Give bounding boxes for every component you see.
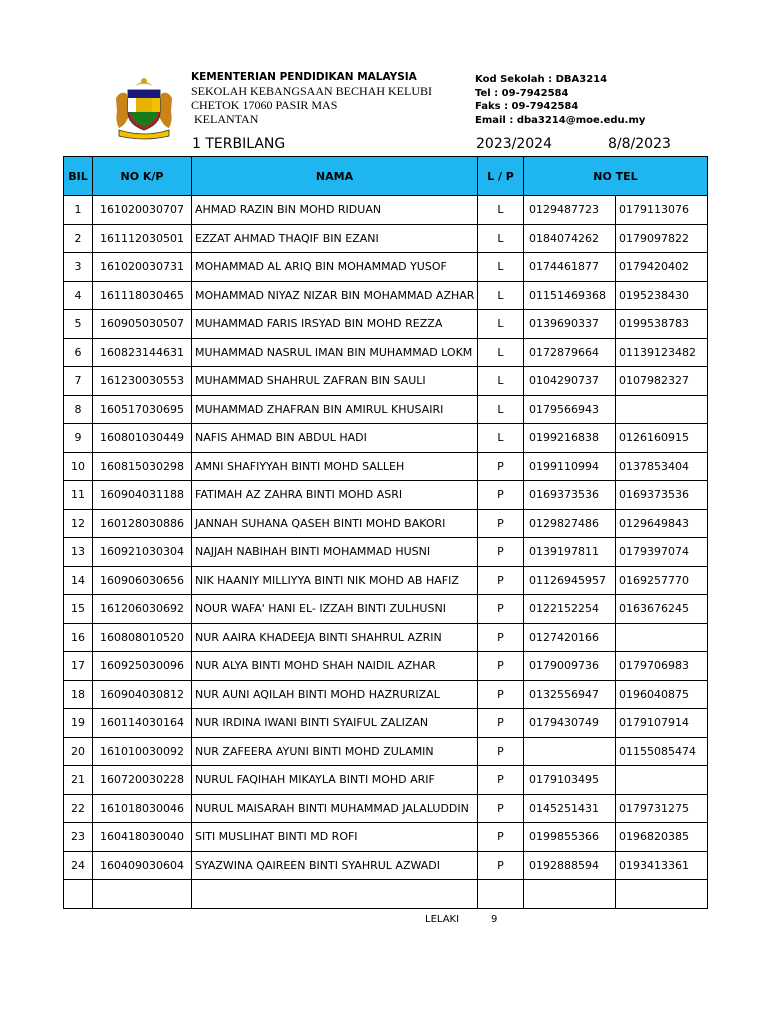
header-gender: L / P xyxy=(478,157,524,196)
table-row xyxy=(64,680,708,709)
phone-1-cell xyxy=(524,880,616,909)
phone-1-cell: 0172879664 xyxy=(524,338,616,367)
gender-cell: L xyxy=(478,310,524,339)
phone-1-cell: 0127420166 xyxy=(524,623,616,652)
phone-2-cell: 0179113076 xyxy=(616,196,708,225)
phone-1-cell: 0184074262 xyxy=(524,224,616,253)
ic-number-cell: 161206030692 xyxy=(93,595,192,624)
male-count-label: LELAKI xyxy=(425,914,460,925)
gender-cell: P xyxy=(478,595,524,624)
ic-number-cell: 160904030812 xyxy=(93,680,192,709)
header-phone: NO TEL xyxy=(524,157,708,196)
phone-2-cell: 0126160915 xyxy=(616,424,708,453)
student-name-cell: MOHAMMAD AL ARIQ BIN MOHAMMAD YUSOF xyxy=(192,253,478,282)
phone-2-cell: 01155085474 xyxy=(616,737,708,766)
row-number-cell: 20 xyxy=(64,737,93,766)
phone-1-cell: 0139197811 xyxy=(524,538,616,567)
phone-1-cell: 0104290737 xyxy=(524,367,616,396)
student-name-cell: EZZAT AHMAD THAQIF BIN EZANI xyxy=(192,224,478,253)
list-date: 8/8/2023 xyxy=(608,136,671,152)
table-row xyxy=(64,509,708,538)
ic-number-cell: 161112030501 xyxy=(93,224,192,253)
gender-cell: P xyxy=(478,452,524,481)
gender-cell: L xyxy=(478,338,524,367)
ic-number-cell: 161230030553 xyxy=(93,367,192,396)
gender-cell: L xyxy=(478,196,524,225)
table-row xyxy=(64,538,708,567)
phone-1-cell: 01126945957 xyxy=(524,566,616,595)
phone-2-cell: 0196820385 xyxy=(616,823,708,852)
male-count-value: 9 xyxy=(491,914,498,925)
row-number-cell: 11 xyxy=(64,481,93,510)
phone-2-cell: 0169257770 xyxy=(616,566,708,595)
row-number-cell: 24 xyxy=(64,851,93,880)
table-row xyxy=(64,766,708,795)
phone-1-cell: 0199110994 xyxy=(524,452,616,481)
ic-number-cell: 160921030304 xyxy=(93,538,192,567)
table-row xyxy=(64,652,708,681)
phone-2-cell: 0163676245 xyxy=(616,595,708,624)
gender-cell: L xyxy=(478,253,524,282)
row-number-cell: 3 xyxy=(64,253,93,282)
phone-1-cell: 0199216838 xyxy=(524,424,616,453)
row-number-cell: 4 xyxy=(64,281,93,310)
gender-cell: L xyxy=(478,424,524,453)
phone-2-cell: 0179731275 xyxy=(616,794,708,823)
student-name-cell: NAFIS AHMAD BIN ABDUL HADI xyxy=(192,424,478,453)
row-number-cell: 22 xyxy=(64,794,93,823)
ic-number-cell: 161010030092 xyxy=(93,737,192,766)
table-row xyxy=(64,737,708,766)
ic-number-cell: 160823144631 xyxy=(93,338,192,367)
row-number-cell: 5 xyxy=(64,310,93,339)
student-name-cell: NURUL FAQIHAH MIKAYLA BINTI MOHD ARIF xyxy=(192,766,478,795)
ic-number-cell: 161020030731 xyxy=(93,253,192,282)
table-row xyxy=(64,424,708,453)
student-name-cell: NOUR WAFA' HANI EL- IZZAH BINTI ZULHUSNI xyxy=(192,595,478,624)
gender-cell: L xyxy=(478,224,524,253)
gender-cell: P xyxy=(478,538,524,567)
student-name-cell: FATIMAH AZ ZAHRA BINTI MOHD ASRI xyxy=(192,481,478,510)
ic-number-cell: 160720030228 xyxy=(93,766,192,795)
phone-2-cell: 0179706983 xyxy=(616,652,708,681)
table-row xyxy=(64,566,708,595)
table-body xyxy=(64,196,708,909)
row-number-cell: 13 xyxy=(64,538,93,567)
gender-cell: L xyxy=(478,395,524,424)
phone-2-cell: 0199538783 xyxy=(616,310,708,339)
table-row xyxy=(64,794,708,823)
phone-1-cell: 0179566943 xyxy=(524,395,616,424)
row-number-cell: 1 xyxy=(64,196,93,225)
header-bil: BIL xyxy=(64,157,93,196)
class-name: 1 TERBILANG xyxy=(192,136,286,152)
gender-cell: P xyxy=(478,623,524,652)
phone-1-cell: 0179009736 xyxy=(524,652,616,681)
gender-cell: L xyxy=(478,281,524,310)
gender-cell: P xyxy=(478,652,524,681)
student-name-cell: MUHAMMAD ZHAFRAN BIN AMIRUL KHUSAIRI xyxy=(192,395,478,424)
ministry-name: KEMENTERIAN PENDIDIKAN MALAYSIA xyxy=(191,71,417,83)
phone-2-cell: 0179420402 xyxy=(616,253,708,282)
table-row xyxy=(64,367,708,396)
row-number-cell: 16 xyxy=(64,623,93,652)
ic-number-cell: 160517030695 xyxy=(93,395,192,424)
student-name-cell: NUR IRDINA IWANI BINTI SYAIFUL ZALIZAN xyxy=(192,709,478,738)
student-name-cell: AMNI SHAFIYYAH BINTI MOHD SALLEH xyxy=(192,452,478,481)
phone-2-cell xyxy=(616,623,708,652)
row-number-cell: 17 xyxy=(64,652,93,681)
table-row xyxy=(64,196,708,225)
row-number-cell: 9 xyxy=(64,424,93,453)
phone-1-cell: 01151469368 xyxy=(524,281,616,310)
phone-2-cell: 0179397074 xyxy=(616,538,708,567)
gender-cell: P xyxy=(478,709,524,738)
table-row xyxy=(64,481,708,510)
student-name-cell: NURUL MAISARAH BINTI MUHAMMAD JALALUDDIN xyxy=(192,794,478,823)
gender-cell: L xyxy=(478,367,524,396)
phone-2-cell: 0193413361 xyxy=(616,851,708,880)
table-row xyxy=(64,281,708,310)
row-number-cell: 6 xyxy=(64,338,93,367)
ic-number-cell: 160409030604 xyxy=(93,851,192,880)
gender-cell: P xyxy=(478,794,524,823)
student-name-cell: NAJJAH NABIHAH BINTI MOHAMMAD HUSNI xyxy=(192,538,478,567)
phone-2-cell: 0196040875 xyxy=(616,680,708,709)
phone-2-cell: 0195238430 xyxy=(616,281,708,310)
phone-2-cell xyxy=(616,880,708,909)
ic-number-cell: 160801030449 xyxy=(93,424,192,453)
ic-number-cell: 161118030465 xyxy=(93,281,192,310)
table-row xyxy=(64,395,708,424)
ic-number-cell: 160808010520 xyxy=(93,623,192,652)
table-row xyxy=(64,880,708,909)
school-identity xyxy=(191,70,471,126)
table-row xyxy=(64,709,708,738)
student-name-cell: NIK HAANIY MILLIYYA BINTI NIK MOHD AB HAFIZ xyxy=(192,566,478,595)
ic-number-cell xyxy=(93,880,192,909)
row-number-cell: 2 xyxy=(64,224,93,253)
gender-cell: P xyxy=(478,823,524,852)
school-name: SEKOLAH KEBANGSAAN BECHAH KELUBI xyxy=(191,84,432,98)
phone-2-cell xyxy=(616,766,708,795)
student-name-cell: JANNAH SUHANA QASEH BINTI MOHD BAKORI xyxy=(192,509,478,538)
row-number-cell: 21 xyxy=(64,766,93,795)
ic-number-cell: 161020030707 xyxy=(93,196,192,225)
school-fax: Faks : 09-7942584 xyxy=(475,101,579,112)
gender-cell: P xyxy=(478,566,524,595)
student-name-cell: AHMAD RAZIN BIN MOHD RIDUAN xyxy=(192,196,478,225)
phone-1-cell: 0179430749 xyxy=(524,709,616,738)
row-number-cell: 15 xyxy=(64,595,93,624)
phone-1-cell: 0132556947 xyxy=(524,680,616,709)
gender-cell: P xyxy=(478,766,524,795)
phone-2-cell: 0107982327 xyxy=(616,367,708,396)
student-name-cell: MUHAMMAD SHAHRUL ZAFRAN BIN SAULI xyxy=(192,367,478,396)
student-name-cell: NUR AUNI AQILAH BINTI MOHD HAZRURIZAL xyxy=(192,680,478,709)
table-row xyxy=(64,595,708,624)
ic-number-cell: 160925030096 xyxy=(93,652,192,681)
phone-1-cell: 0129487723 xyxy=(524,196,616,225)
student-table xyxy=(63,156,708,909)
row-number-cell: 8 xyxy=(64,395,93,424)
ic-number-cell: 160906030656 xyxy=(93,566,192,595)
student-name-cell: MUHAMMAD NASRUL IMAN BIN MUHAMMAD LOKM xyxy=(192,338,478,367)
row-number-cell: 18 xyxy=(64,680,93,709)
phone-1-cell: 0192888594 xyxy=(524,851,616,880)
gender-cell: P xyxy=(478,737,524,766)
phone-1-cell: 0145251431 xyxy=(524,794,616,823)
gender-cell: P xyxy=(478,851,524,880)
row-number-cell: 14 xyxy=(64,566,93,595)
gender-cell: P xyxy=(478,509,524,538)
table-row xyxy=(64,253,708,282)
ic-number-cell: 160128030886 xyxy=(93,509,192,538)
table-header-row xyxy=(64,157,708,196)
phone-1-cell xyxy=(524,737,616,766)
ic-number-cell: 160418030040 xyxy=(93,823,192,852)
school-tel: Tel : 09-7942584 xyxy=(475,87,569,99)
student-name-cell: NUR ALYA BINTI MOHD SHAH NAIDIL AZHAR xyxy=(192,652,478,681)
header-ic: NO K/P xyxy=(93,157,192,196)
ic-number-cell: 160905030507 xyxy=(93,310,192,339)
row-number-cell: 7 xyxy=(64,367,93,396)
malaysia-coat-of-arms-icon xyxy=(113,76,175,140)
school-address: CHETOK 17060 PASIR MAS xyxy=(191,98,338,112)
ic-number-cell: 161018030046 xyxy=(93,794,192,823)
student-name-cell: MUHAMMAD FARIS IRSYAD BIN MOHD REZZA xyxy=(192,310,478,339)
student-name-cell: NUR ZAFEERA AYUNI BINTI MOHD ZULAMIN xyxy=(192,737,478,766)
school-contact xyxy=(475,73,735,127)
table-row xyxy=(64,310,708,339)
table-row xyxy=(64,623,708,652)
ic-number-cell: 160815030298 xyxy=(93,452,192,481)
session-year: 2023/2024 xyxy=(476,136,552,152)
gender-cell xyxy=(478,880,524,909)
student-name-cell: SYAZWINA QAIREEN BINTI SYAHRUL AZWADI xyxy=(192,851,478,880)
gender-cell: P xyxy=(478,481,524,510)
school-state: KELANTAN xyxy=(194,112,259,126)
table-row xyxy=(64,224,708,253)
student-name-cell xyxy=(192,880,478,909)
row-number-cell: 23 xyxy=(64,823,93,852)
row-number-cell xyxy=(64,880,93,909)
phone-1-cell: 0169373536 xyxy=(524,481,616,510)
row-number-cell: 12 xyxy=(64,509,93,538)
school-code: Kod Sekolah : DBA3214 xyxy=(475,74,608,85)
ic-number-cell: 160114030164 xyxy=(93,709,192,738)
student-name-cell: SITI MUSLIHAT BINTI MD ROFI xyxy=(192,823,478,852)
phone-1-cell: 0199855366 xyxy=(524,823,616,852)
table-row xyxy=(64,823,708,852)
header-name: NAMA xyxy=(192,157,478,196)
ic-number-cell: 160904031188 xyxy=(93,481,192,510)
phone-2-cell: 0179097822 xyxy=(616,224,708,253)
table-row xyxy=(64,851,708,880)
table-row xyxy=(64,452,708,481)
phone-1-cell: 0139690337 xyxy=(524,310,616,339)
phone-2-cell: 0169373536 xyxy=(616,481,708,510)
phone-1-cell: 0122152254 xyxy=(524,595,616,624)
phone-2-cell: 01139123482 xyxy=(616,338,708,367)
phone-2-cell: 0179107914 xyxy=(616,709,708,738)
student-name-cell: MOHAMMAD NIYAZ NIZAR BIN MOHAMMAD AZHAR xyxy=(192,281,478,310)
phone-1-cell: 0179103495 xyxy=(524,766,616,795)
phone-1-cell: 0129827486 xyxy=(524,509,616,538)
row-number-cell: 19 xyxy=(64,709,93,738)
school-email: Email : dba3214@moe.edu.my xyxy=(475,114,646,126)
phone-1-cell: 0174461877 xyxy=(524,253,616,282)
gender-cell: P xyxy=(478,680,524,709)
phone-2-cell: 0129649843 xyxy=(616,509,708,538)
row-number-cell: 10 xyxy=(64,452,93,481)
phone-2-cell: 0137853404 xyxy=(616,452,708,481)
table-row xyxy=(64,338,708,367)
student-name-cell: NUR AAIRA KHADEEJA BINTI SHAHRUL AZRIN xyxy=(192,623,478,652)
phone-2-cell xyxy=(616,395,708,424)
